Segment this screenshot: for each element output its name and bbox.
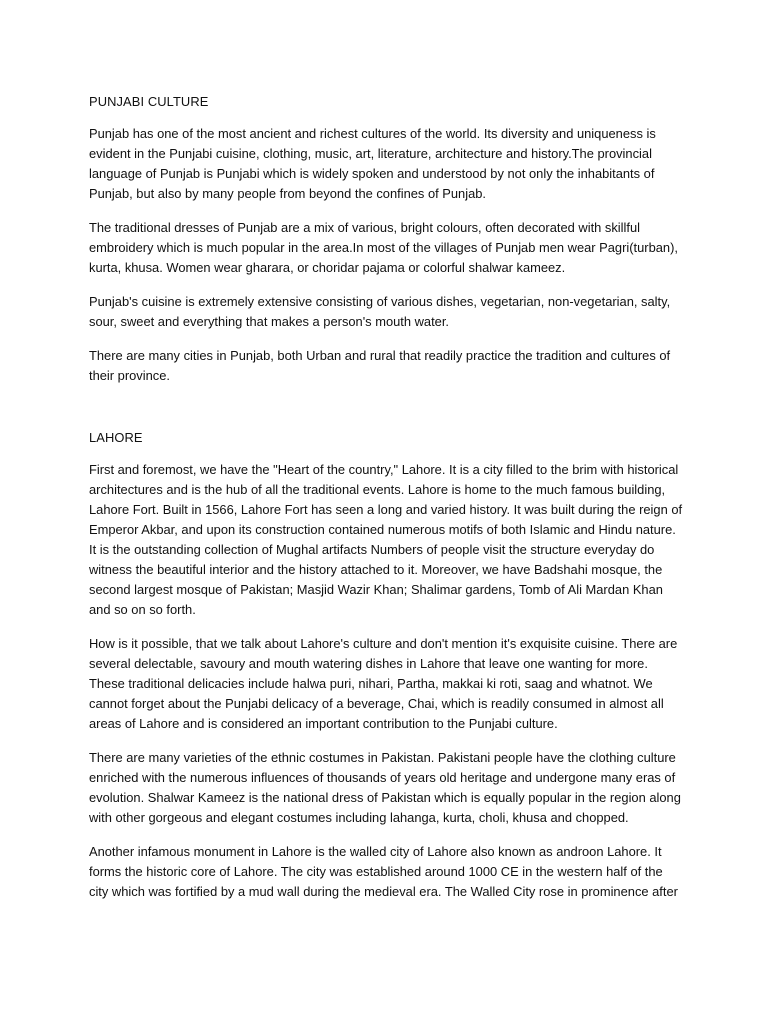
paragraph: Another infamous monument in Lahore is the walled city of Lahore also known as androon Lahore. It forms the historic core of Lahore. The city was established around 1000 CE in the western half of the city which was fortified by a mud wall during the medieval era. The Walled City rose in prominence after xyxy=(89,844,678,899)
section-heading-punjabi-culture: PUNJABI CULTURE xyxy=(89,94,209,109)
section-heading-lahore: LAHORE xyxy=(89,430,143,445)
paragraph: Punjab has one of the most ancient and richest cultures of the world. Its diversity and uniqueness is evident in the Punjabi cuisine, clothing, music, art, literature, architecture and history.The provincial language of Punjab is Punjabi which is widely spoken and understood by not only the inhabitants of Punjab, but also by many people from beyond the confines of Punjab. xyxy=(89,126,656,201)
paragraph: Punjab's cuisine is extremely extensive consisting of various dishes, vegetarian, non-vegetarian, salty, sour, sweet and everything that makes a person's mouth water. xyxy=(89,294,671,329)
paragraph: There are many varieties of the ethnic costumes in Pakistan. Pakistani people have the clothing culture enriched with the numerous influences of thousands of years old heritage and undergone many eras of evolution. Shalwar Kameez is the national dress of Pakistan which is equally popular in the region along with other gorgeous and elegant costumes including lahanga, kurta, choli, khusa and chopped. xyxy=(89,750,681,825)
paragraph: First and foremost, we have the "Heart of the country," Lahore. It is a city filled to the brim with historical architectures and is the hub of all the traditional events. Lahore is home to the much famous building, Lahore Fort. Built in 1566, Lahore Fort has seen a long and varied history. It was built during the reign of Emperor Akbar, and upon its construction contained numerous motifs of both Islamic and Hindu nature. It is the outstanding collection of Mughal artifacts Numbers of people visit the structure everyday do witness the beautiful interior and the history attached to it. Moreover, we have Badshahi mosque, the second largest mosque of Pakistan; Masjid Wazir Khan; Shalimar gardens, Tomb of Ali Mardan Khan and so on so forth. xyxy=(89,462,683,617)
paragraph: There are many cities in Punjab, both Urban and rural that readily practice the tradition and cultures of their province. xyxy=(89,348,671,383)
paragraph: How is it possible, that we talk about Lahore's culture and don't mention it's exquisite cuisine. There are several delectable, savoury and mouth watering dishes in Lahore that leave one wanting for more. These traditional delicacies include halwa puri, nihari, Partha, makkai ki roti, saag and whatnot. We cannot forget about the Punjabi delicacy of a beverage, Chai, which is readily consumed in almost all areas of Lahore and is considered an important contribution to the Punjabi culture. xyxy=(89,636,678,731)
paragraph: The traditional dresses of Punjab are a mix of various, bright colours, often decorated with skillful embroidery which is much popular in the area.In most of the villages of Punjab men wear Pagri(turban), kurta, khusa. Women wear gharara, or choridar pajama or colorful shalwar kameez. xyxy=(89,220,678,275)
section-spacer xyxy=(89,400,684,428)
document-body xyxy=(89,92,684,916)
